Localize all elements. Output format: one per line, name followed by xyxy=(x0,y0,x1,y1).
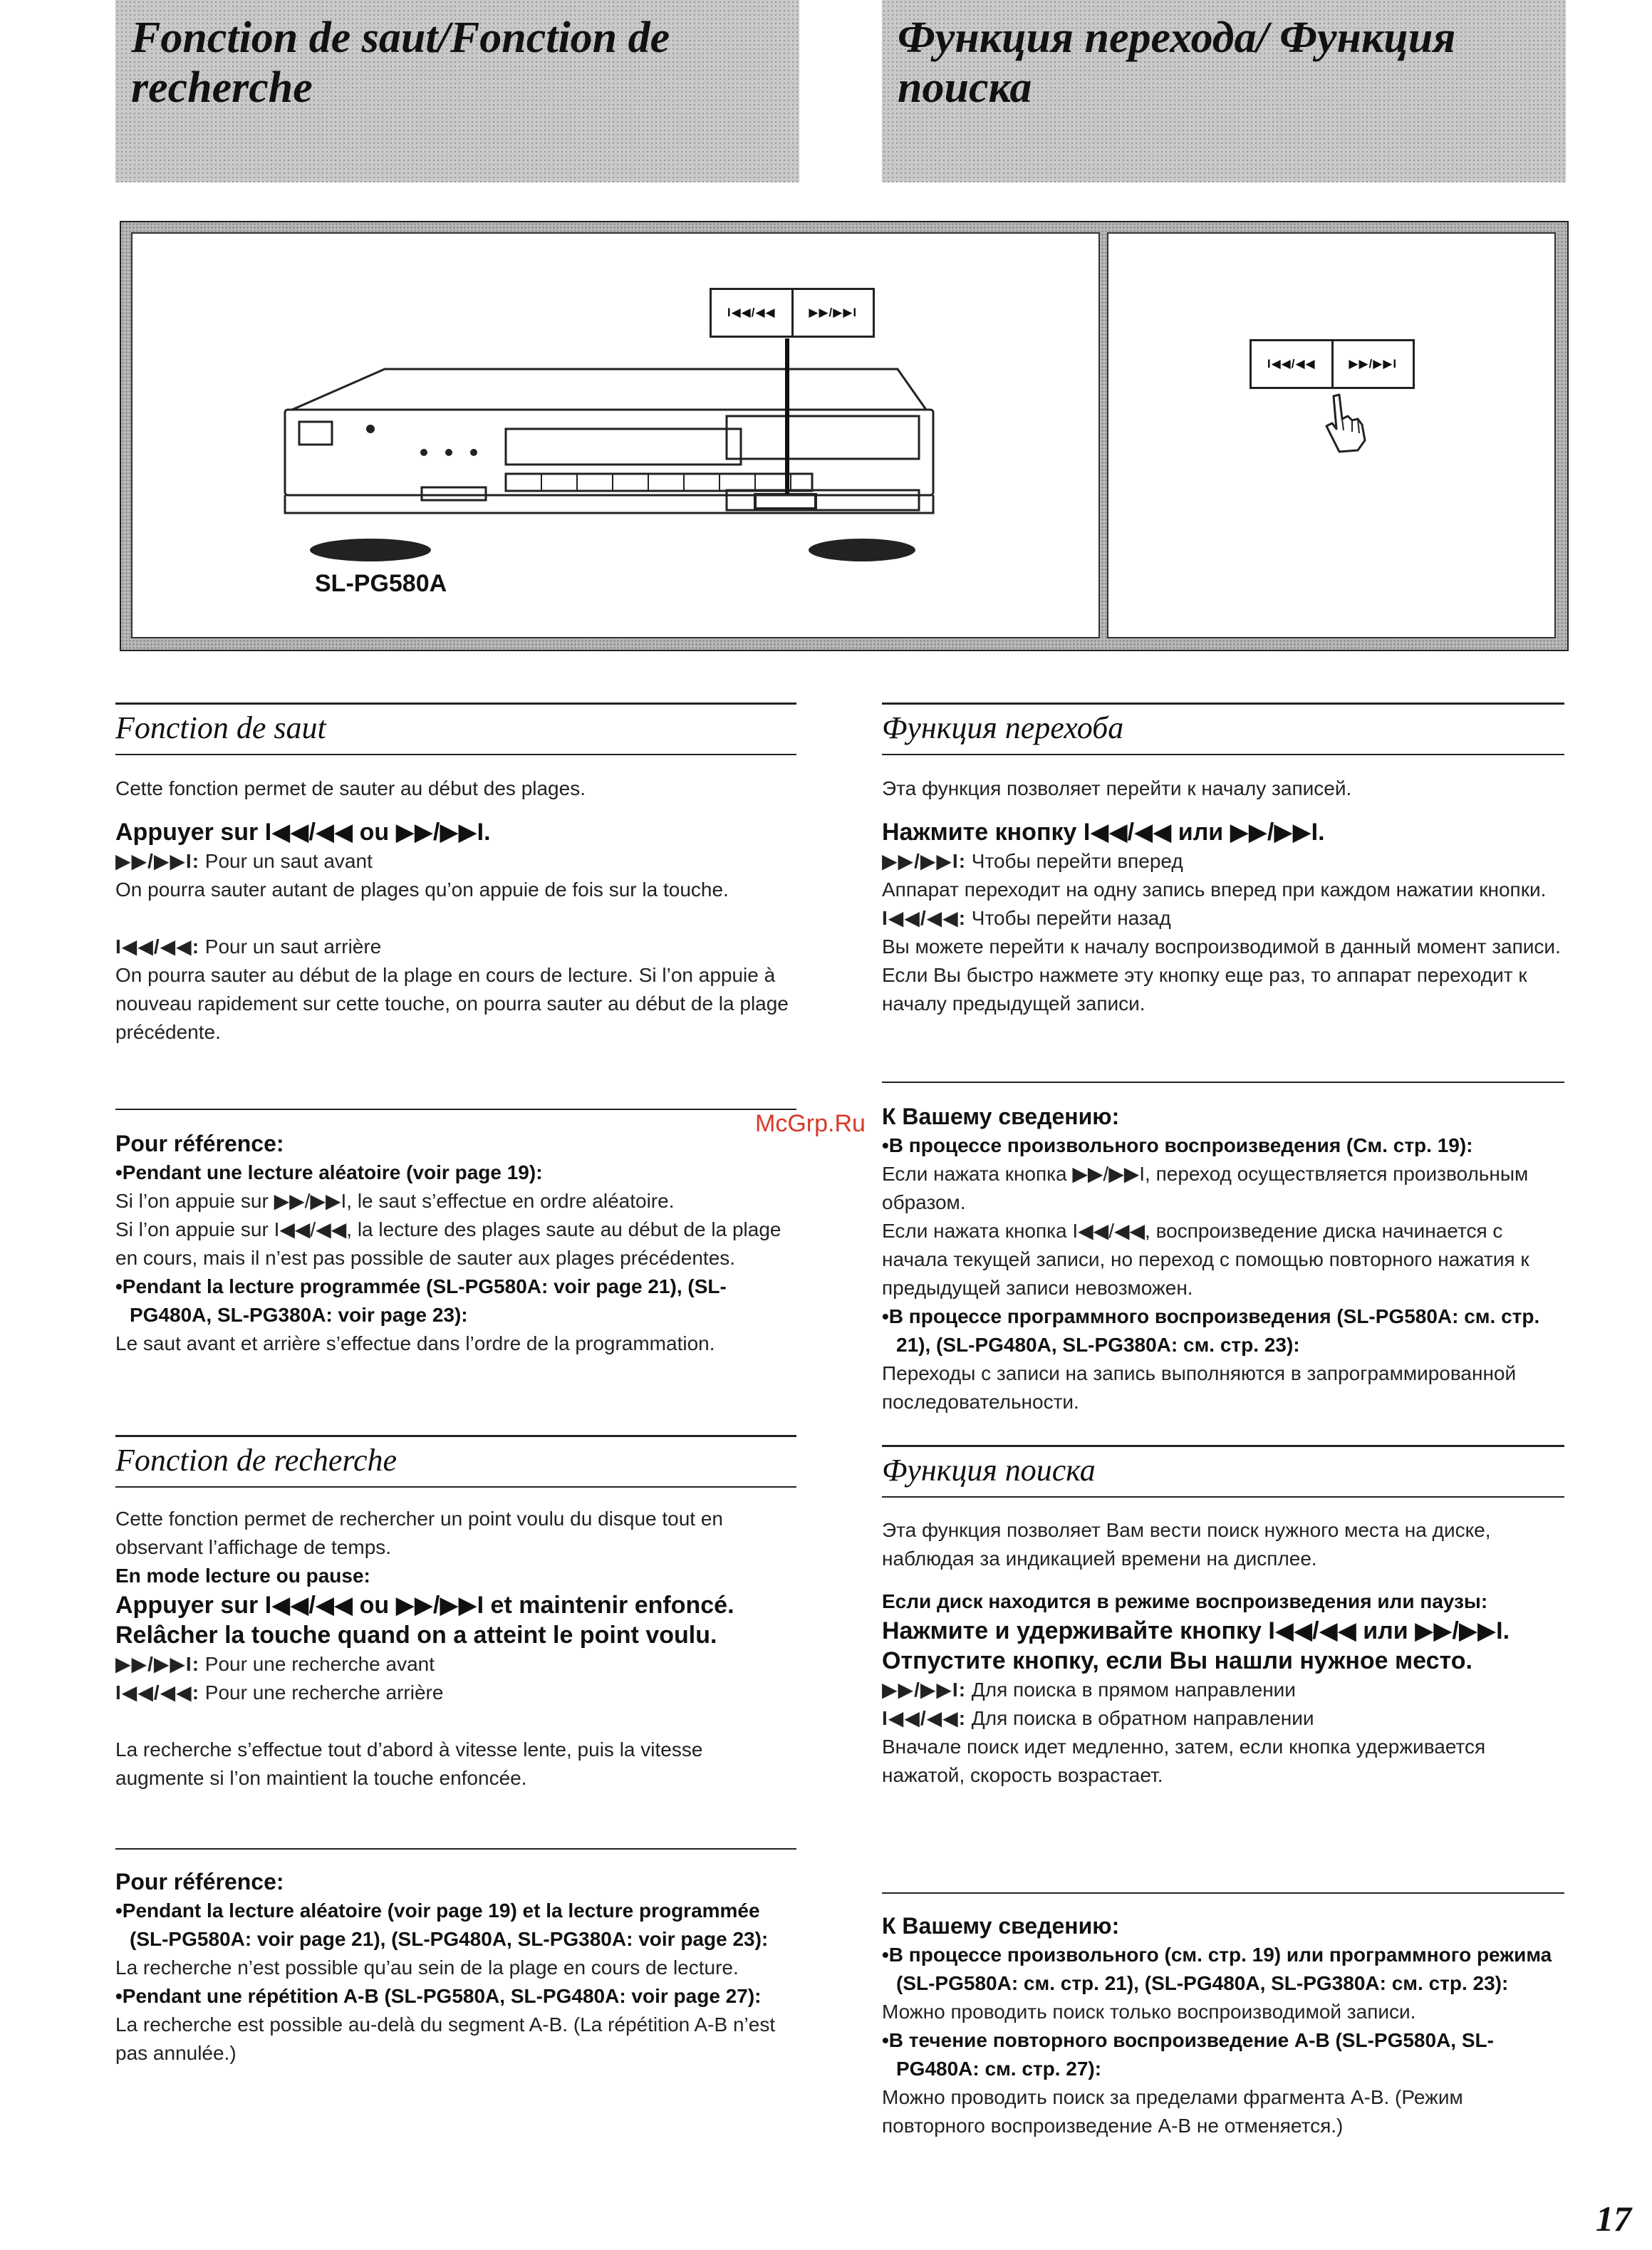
rule-fr-saut-top xyxy=(115,703,796,705)
ru-ref1-heading: К Вашему сведению: xyxy=(882,1104,1120,1129)
fr-saut-forward xyxy=(115,847,796,876)
ru-ref1-bullet2-text: Переходы с записи на запись выполняются в запрограммированной последовательности. xyxy=(882,1362,1517,1413)
rule-ru-ref1 xyxy=(882,1082,1564,1083)
header-banner-fr xyxy=(115,0,799,182)
ru-recherche-forward-text: Для поиска в прямом направлении xyxy=(971,1679,1296,1701)
model-label: SL-PG580A xyxy=(315,570,447,597)
rule-ru-recherche-top xyxy=(882,1445,1564,1447)
ru-recherche-forward xyxy=(882,1676,1564,1704)
fr-recherche-back xyxy=(115,1679,796,1707)
rule-ru-recherche-bottom xyxy=(882,1496,1564,1498)
fr-recherche-intro: Cette fonction permet de rechercher un point voulu du disque tout en observant l’affichage de temps. xyxy=(115,1508,723,1558)
ru-saut-instruction: Нажмите кнопку I◀◀/◀◀ или ▶▶/▶▶I. xyxy=(882,819,1325,846)
rule-fr-recherche-bottom xyxy=(115,1486,796,1488)
fr-recherche-note: La recherche s’effectue tout d’abord à vitesse lente, puis la vitesse augmente si l’on maintient la touche enfoncée. xyxy=(115,1738,703,1789)
ru-ref2-bullet2: •В течение повторного воспроизведение A-B (SL-PG580A, SL-PG480A: см. стр. 27): xyxy=(882,2029,1494,2080)
text-ru-ref1 xyxy=(882,1101,1564,1416)
ru-ref1-bullet1: •В процессе произвольного воспроизведения (См. стр. 19): xyxy=(882,1134,1473,1156)
fr-ref2-bullet2-text: La recherche est possible au-delà du segment A-B. (La répétition A-B n’est pas annulée.) xyxy=(115,2013,776,2064)
header-banner-ru xyxy=(882,0,1566,182)
fr-ref1-bullet1-text2: Si l’on appuie sur I◀◀/◀◀, la lecture des plages saute au début de la plage en cours, mais il n’est pas possible de sauter aux plages précédentes. xyxy=(115,1218,781,1269)
text-fr-recherche xyxy=(115,1505,796,1793)
ru-recherche-instruction1: Нажмите и удерживайте кнопку I◀◀/◀◀ или ▶▶/▶▶I. xyxy=(882,1617,1510,1644)
rule-fr-ref1 xyxy=(115,1109,796,1110)
ru-saut-back-text: Чтобы перейти назад xyxy=(971,907,1171,929)
hand-panel-buttons xyxy=(1250,339,1415,389)
section-title-ru-saut: Функция перехоба xyxy=(882,710,1124,745)
fr-ref1-bullet1-text1: Si l’on appuie sur ▶▶/▶▶I, le saut s’effectue en ordre aléatoire. xyxy=(115,1190,675,1212)
rule-ru-ref2 xyxy=(882,1892,1564,1894)
rule-ru-saut-bottom xyxy=(882,754,1564,755)
fr-saut-forward-desc: On pourra sauter autant de plages qu’on appuie de fois sur la touche. xyxy=(115,878,729,901)
watermark-link[interactable]: McGrp.Ru xyxy=(755,1110,866,1137)
fr-ref1-bullet2: •Pendant la lecture programmée (SL-PG580A: voir page 21), (SL-PG480A, SL-PG380A: voir page 23): xyxy=(115,1275,727,1326)
ru-ref1-bullet1-text1: Если нажата кнопка ▶▶/▶▶I, переход осуществляется произвольным образом. xyxy=(882,1163,1529,1213)
forward-search-icon: ▶▶/▶▶I: xyxy=(882,1679,967,1701)
ru-saut-back xyxy=(882,904,1564,933)
ru-recherche-intro: Эта функция позволяет Вам вести поиск нужного места на диске, наблюдая за индикацией времени на дисплее. xyxy=(882,1519,1491,1570)
hand-skip-forward-label: ▶▶/▶▶I xyxy=(1331,341,1413,387)
fr-ref1-bullet2-text: Le saut avant et arrière s’effectue dans l’ordre de la programmation. xyxy=(115,1332,715,1354)
forward-search-icon: ▶▶/▶▶I: xyxy=(115,1653,200,1675)
ru-ref2-bullet2-text: Можно проводить поиск за пределами фрагмента A-B. (Режим повторного воспроизведение A-B не отменяется.) xyxy=(882,2086,1463,2137)
text-fr-saut xyxy=(115,774,796,1047)
hand-skip-back-label: I◀◀/◀◀ xyxy=(1267,357,1316,370)
ru-recherche-note: Вначале поиск идет медленно, затем, если кнопка удерживается нажатой, скорость возрастает. xyxy=(882,1736,1486,1786)
ru-ref1-bullet1-text2: Если нажата кнопка I◀◀/◀◀, воспроизведение диска начинается с начала текущей записи, но переход с помощью повторного нажатия к предыдущей записи невозможен. xyxy=(882,1220,1529,1299)
fr-recherche-forward xyxy=(115,1650,796,1679)
back-skip-icon: I◀◀/◀◀: xyxy=(115,935,200,958)
fr-ref1-bullet1: •Pendant une lecture aléatoire (voir page 19): xyxy=(115,1161,543,1183)
fr-saut-forward-text: Pour un saut avant xyxy=(204,850,373,872)
ru-saut-forward-desc: Аппарат переходит на одну запись вперед при каждом нажатии кнопки. xyxy=(882,878,1547,901)
fr-ref2-bullet1-text: La recherche n’est possible qu’au sein de la plage en cours de lecture. xyxy=(115,1956,739,1979)
ru-recherche-mode: Если диск находится в режиме воспроизведения или паузы: xyxy=(882,1590,1488,1612)
ru-ref2-bullet1-text: Можно проводить поиск только воспроизводимой записи. xyxy=(882,2001,1416,2023)
fr-ref2-bullet1: •Pendant la lecture aléatoire (voir page 19) et la lecture programmée (SL-PG580A: voir page 21), (SL-PG480A, SL-PG380A: voir page 23): xyxy=(115,1899,769,1950)
ru-recherche-back-text: Для поиска в обратном направлении xyxy=(971,1707,1314,1729)
section-title-ru-recherche: Функция поиска xyxy=(882,1453,1096,1488)
ru-ref2-bullet1: •В процессе произвольного (см. стр. 19) или программного режима (SL-PG580A: см. стр. 21), (SL-PG480A, SL-PG380A: см. стр. 23): xyxy=(882,1944,1552,1994)
fr-ref2-heading: Pour référence: xyxy=(115,1869,284,1894)
rule-fr-recherche-top xyxy=(115,1435,796,1437)
fr-ref2-bullet2: •Pendant une répétition A-B (SL-PG580A, SL-PG480A: voir page 27): xyxy=(115,1985,762,2007)
section-title-fr-saut: Fonction de saut xyxy=(115,710,326,745)
skip-back-button-label: I◀◀/◀◀ xyxy=(727,306,776,319)
fr-recherche-back-text: Pour une recherche arrière xyxy=(204,1681,444,1704)
fr-recherche-mode: En mode lecture ou pause: xyxy=(115,1565,370,1587)
forward-skip-icon: ▶▶/▶▶I: xyxy=(882,850,967,872)
ru-saut-forward xyxy=(882,847,1564,876)
fr-saut-instruction: Appuyer sur I◀◀/◀◀ ou ▶▶/▶▶I. xyxy=(115,819,491,846)
ru-ref2-heading: К Вашему сведению: xyxy=(882,1913,1120,1939)
forward-skip-icon: ▶▶/▶▶I: xyxy=(115,850,200,872)
header-title-ru: Функция перехода/ Функция поиска xyxy=(898,14,1456,112)
header-title-fr: Fonction de saut/Fonction de recherche xyxy=(131,14,670,112)
fr-recherche-instruction1: Appuyer sur I◀◀/◀◀ ou ▶▶/▶▶I et maintenir enfoncé. xyxy=(115,1592,734,1619)
fr-saut-back-text: Pour un saut arrière xyxy=(204,935,382,958)
text-fr-ref2 xyxy=(115,1867,796,2068)
section-title-fr-recherche: Fonction de recherche xyxy=(115,1443,398,1478)
ru-saut-forward-text: Чтобы перейти вперед xyxy=(971,850,1183,872)
ru-saut-intro: Эта функция позволяет перейти к началу записей. xyxy=(882,777,1352,799)
ru-recherche-instruction2: Отпустите кнопку, если Вы нашли нужное место. xyxy=(882,1647,1472,1674)
skip-forward-button-label: ▶▶/▶▶I xyxy=(791,290,873,336)
ru-ref1-bullet2: •В процессе программного воспроизведения (SL-PG580A: см. стр. 21), (SL-PG480A, SL-PG380A: см. стр. 23): xyxy=(882,1305,1540,1356)
fr-saut-intro: Cette fonction permet de sauter au début des plages. xyxy=(115,777,586,799)
back-search-icon: I◀◀/◀◀: xyxy=(882,1707,967,1729)
text-ru-ref2 xyxy=(882,1911,1564,2140)
back-skip-icon: I◀◀/◀◀: xyxy=(882,907,967,929)
ru-saut-back-desc: Вы можете перейти к началу воспроизводимой в данный момент записи. Если Вы быстро нажмете эту кнопку еще раз, то аппарат переходит к началу предыдущей записи. xyxy=(882,935,1561,1015)
fr-recherche-forward-text: Pour une recherche avant xyxy=(204,1653,435,1675)
skip-buttons-callout xyxy=(710,288,875,338)
text-fr-ref1 xyxy=(115,1129,796,1358)
fr-saut-back-desc: On pourra sauter au début de la plage en cours de lecture. Si l’on appuie à nouveau rapidement sur cette touche, on pourra sauter au début de la plage précédente. xyxy=(115,964,789,1043)
text-ru-saut xyxy=(882,774,1564,1018)
fr-saut-back xyxy=(115,933,796,961)
page-number: 17 xyxy=(1596,2199,1631,2239)
rule-fr-ref2 xyxy=(115,1848,796,1850)
rule-fr-saut-bottom xyxy=(115,754,796,755)
ru-recherche-back xyxy=(882,1704,1564,1733)
back-search-icon: I◀◀/◀◀: xyxy=(115,1681,200,1704)
fr-ref1-heading: Pour référence: xyxy=(115,1131,284,1156)
pressing-hand-icon xyxy=(1318,390,1375,455)
fr-recherche-instruction2: Relâcher la touche quand on a atteint le point voulu. xyxy=(115,1622,717,1649)
rule-ru-saut-top xyxy=(882,703,1564,705)
text-ru-recherche xyxy=(882,1516,1564,1790)
